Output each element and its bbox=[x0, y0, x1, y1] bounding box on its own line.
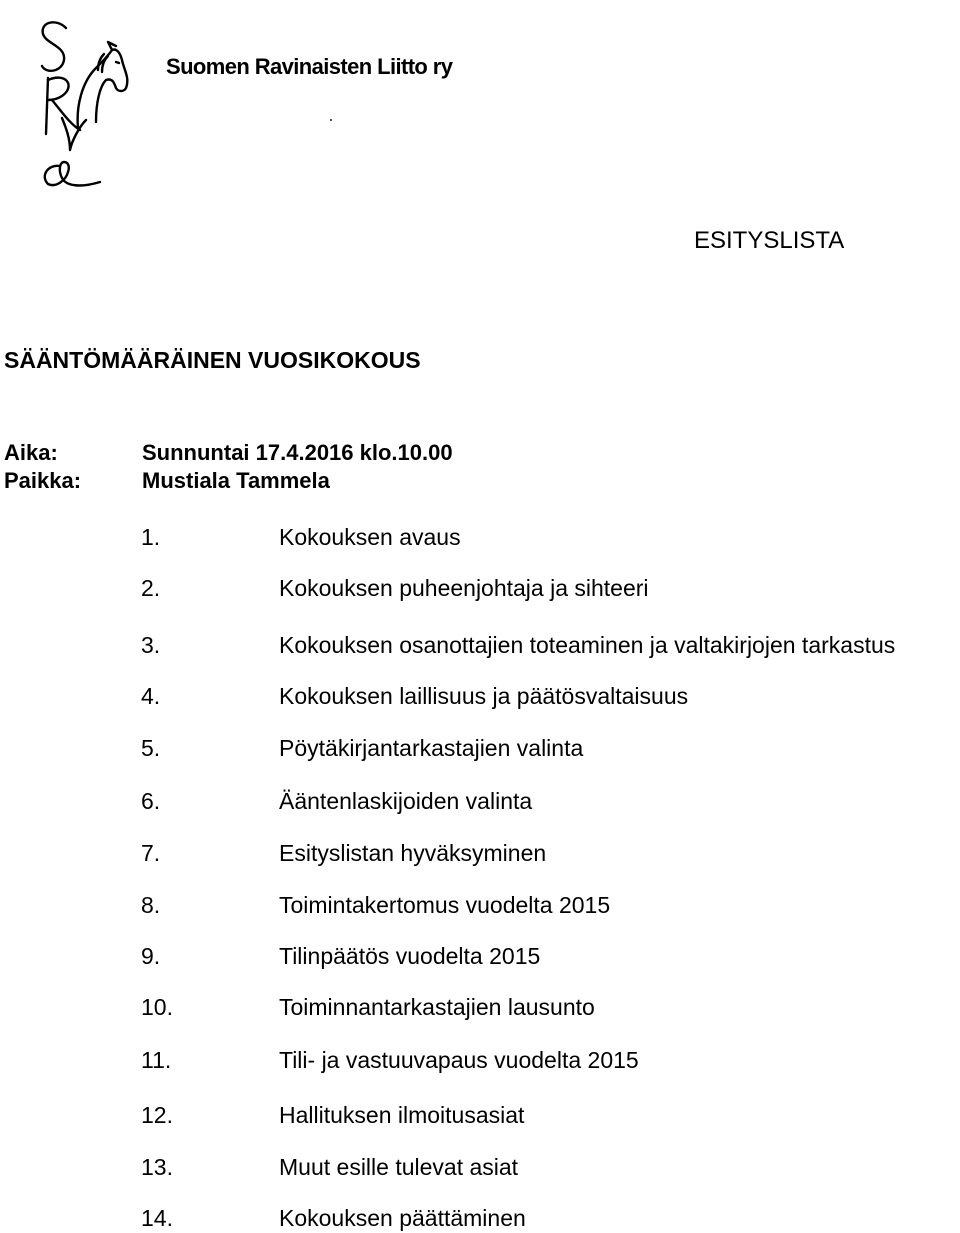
agenda-item-text: Ääntenlaskijoiden valinta bbox=[279, 788, 533, 814]
scan-speck bbox=[330, 119, 332, 121]
meeting-place-value: Mustiala Tammela bbox=[142, 468, 330, 493]
meeting-time-value: Sunnuntai 17.4.2016 klo.10.00 bbox=[142, 440, 453, 465]
document-type-label: ESITYSLISTA bbox=[694, 227, 845, 254]
agenda-item-number: 8. bbox=[141, 892, 161, 918]
agenda-item-number: 10. bbox=[141, 994, 173, 1020]
agenda-item-text: Kokouksen osanottajien toteaminen ja valtakirjojen tarkastus bbox=[279, 632, 896, 658]
agenda-item-text: Kokouksen puheenjohtaja ja sihteeri bbox=[279, 575, 649, 601]
agenda-item-text: Toiminnantarkastajien lausunto bbox=[279, 994, 595, 1020]
agenda-item-number: 5. bbox=[141, 735, 161, 761]
agenda-item-number: 7. bbox=[141, 840, 161, 866]
agenda-item-number: 4. bbox=[141, 683, 161, 709]
agenda-item-number: 6. bbox=[141, 788, 161, 814]
organization-name: Suomen Ravinaisten Liitto ry bbox=[166, 54, 453, 79]
agenda-item-number: 9. bbox=[141, 943, 161, 969]
meeting-time-label: Aika: bbox=[4, 440, 58, 465]
agenda-item-text: Tili- ja vastuuvapaus vuodelta 2015 bbox=[279, 1047, 639, 1073]
agenda-item-text: Esityslistan hyväksyminen bbox=[279, 840, 547, 866]
meeting-title: SÄÄNTÖMÄÄRÄINEN VUOSIKOKOUS bbox=[4, 347, 421, 373]
agenda-item-text: Hallituksen ilmoitusasiat bbox=[279, 1102, 525, 1128]
agenda-item-text: Kokouksen päättäminen bbox=[279, 1205, 526, 1231]
agenda-item-text: Tilinpäätös vuodelta 2015 bbox=[279, 943, 541, 969]
agenda-item-number: 3. bbox=[141, 632, 161, 658]
srl-horse-monogram-logo-icon bbox=[26, 16, 138, 192]
meeting-place-label: Paikka: bbox=[4, 468, 82, 493]
agenda-item-number: 12. bbox=[141, 1102, 173, 1128]
agenda-item-number: 14. bbox=[141, 1205, 173, 1231]
agenda-item-text: Toimintakertomus vuodelta 2015 bbox=[279, 892, 611, 918]
agenda-item-text: Pöytäkirjantarkastajien valinta bbox=[279, 735, 584, 761]
agenda-item-number: 1. bbox=[141, 524, 161, 550]
agenda-item-number: 13. bbox=[141, 1154, 173, 1180]
agenda-item-text: Muut esille tulevat asiat bbox=[279, 1154, 519, 1180]
agenda-item-text: Kokouksen avaus bbox=[279, 524, 461, 550]
agenda-item-text: Kokouksen laillisuus ja päätösvaltaisuus bbox=[279, 683, 689, 709]
agenda-item-number: 11. bbox=[141, 1047, 172, 1073]
agenda-item-number: 2. bbox=[141, 575, 161, 601]
